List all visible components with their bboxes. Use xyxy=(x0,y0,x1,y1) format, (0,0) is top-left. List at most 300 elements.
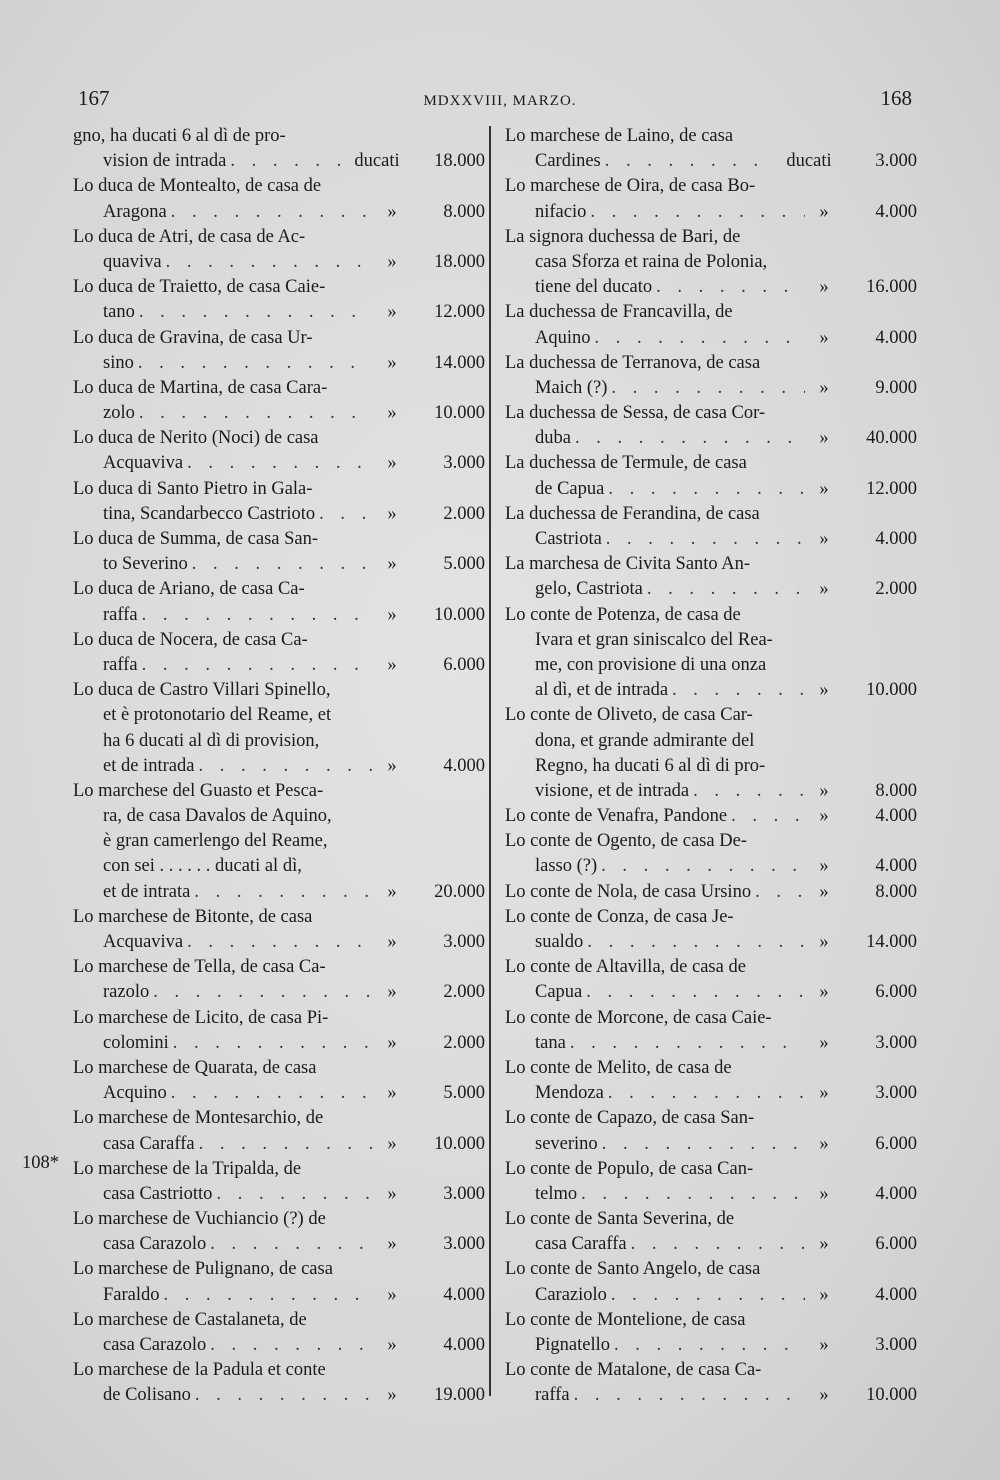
ledger-entry xyxy=(73,376,485,426)
entry-amount-line xyxy=(73,300,485,325)
entry-text-line: è gran camerlengo del Reame, xyxy=(103,831,328,852)
entry-amount-line xyxy=(73,552,485,577)
entry-final-text: gelo, Castriota xyxy=(535,579,643,600)
entry-amount: 4.000 xyxy=(875,201,917,222)
currency-unit: » xyxy=(387,554,397,575)
currency-unit: » xyxy=(387,352,397,373)
entry-text-line: Lo conte de Capazo, de casa San- xyxy=(505,1108,755,1129)
entry-amount: 10.000 xyxy=(434,403,485,424)
ledger-entry xyxy=(505,1308,917,1358)
entry-amount: 3.000 xyxy=(443,1183,485,1204)
entry-amount-line xyxy=(73,1333,485,1358)
ledger-entry xyxy=(505,905,917,955)
entry-amount-line xyxy=(505,804,917,829)
dot-leader xyxy=(570,1031,805,1056)
dot-leader xyxy=(319,502,373,527)
entry-text-line: Lo conte de Santa Severina, de xyxy=(505,1209,735,1230)
entry-amount-line xyxy=(73,250,485,275)
dot-leader xyxy=(210,1232,373,1257)
entry-final-text: to Severino xyxy=(103,554,188,575)
dot-leader xyxy=(608,1081,805,1106)
entry-text-line: La duchessa de Ferandina, de casa xyxy=(505,503,760,524)
dot-leader xyxy=(171,1081,373,1106)
entry-text-line: Lo duca de Nerito (Noci) de casa xyxy=(73,428,319,449)
entry-amount-line xyxy=(505,149,917,174)
dot-leader xyxy=(195,1383,373,1408)
dot-leader xyxy=(611,1283,805,1308)
ledger-entry xyxy=(505,1157,917,1207)
entry-amount-line xyxy=(73,980,485,1005)
entry-text-line: Lo marchese de Laino, de casa xyxy=(505,126,734,146)
ledger-entry xyxy=(73,426,485,476)
entry-text-line: Lo conte de Oliveto, de casa Car- xyxy=(505,705,753,726)
entry-amount: 18.000 xyxy=(434,151,485,172)
dot-leader xyxy=(614,1333,805,1358)
entry-text-line: Lo marchese de Montesarchio, de xyxy=(73,1108,324,1129)
entry-amount-line xyxy=(505,1333,917,1358)
dot-leader xyxy=(605,149,775,174)
currency-unit: » xyxy=(819,377,829,398)
entry-final-text: visione, et de intrada xyxy=(535,780,690,801)
entry-text-line: dona, et grande admirante del xyxy=(535,730,755,751)
entry-final-text: lasso (?) xyxy=(535,856,598,877)
entry-amount: 14.000 xyxy=(434,352,485,373)
entry-amount-line xyxy=(73,1081,485,1106)
entry-amount: 4.000 xyxy=(875,1183,917,1204)
entry-final-text: Aragona xyxy=(103,201,167,222)
entry-text-line: ra, de casa Davalos de Aquino, xyxy=(103,806,332,827)
entry-text-line: Lo duca di Santo Pietro in Gala- xyxy=(73,478,313,499)
entry-text-line: La signora duchessa de Bari, de xyxy=(505,226,741,247)
currency-unit: » xyxy=(387,604,397,625)
entry-amount: 8.000 xyxy=(443,201,485,222)
ledger-entry xyxy=(73,275,485,325)
entry-text-line: Regno, ha ducati 6 al dì di pro- xyxy=(535,755,766,776)
dot-leader xyxy=(608,477,805,502)
margin-note: 108* xyxy=(22,1153,59,1173)
entry-text-line: Lo marchese de Pulignano, de casa xyxy=(73,1259,333,1280)
dot-leader xyxy=(631,1232,805,1257)
entry-amount-line xyxy=(73,603,485,628)
entry-amount: 2.000 xyxy=(443,1032,485,1053)
entry-final-text: vision de intrada xyxy=(103,151,227,172)
entry-amount: 9.000 xyxy=(875,377,917,398)
entry-final-text: Lo conte de Nola, de casa Ursino xyxy=(505,881,752,902)
entry-final-text: et de intrada xyxy=(103,755,195,776)
ledger-entry xyxy=(73,1106,485,1156)
entry-amount-line xyxy=(505,577,917,602)
entry-final-text: tana xyxy=(535,1032,566,1053)
entry-final-text: de Capua xyxy=(535,478,605,499)
dot-leader xyxy=(586,980,805,1005)
entry-text-line: casa Sforza et raina de Polonia, xyxy=(535,251,768,272)
ledger-entry xyxy=(73,326,485,376)
entry-text-line: Lo conte de Altavilla, de casa de xyxy=(505,957,746,978)
entry-amount-line xyxy=(73,149,485,174)
entry-text-line: Lo conte de Melito, de casa de xyxy=(505,1057,732,1078)
dot-leader xyxy=(166,250,373,275)
ledger-entry xyxy=(505,174,917,224)
page-number-left: 167 xyxy=(78,86,110,110)
dot-leader xyxy=(198,754,373,779)
entry-amount: 3.000 xyxy=(875,1083,917,1104)
entry-amount-line xyxy=(73,200,485,225)
ledger-entry xyxy=(73,779,485,905)
entry-amount-line xyxy=(505,779,917,804)
ledger-entry xyxy=(505,955,917,1005)
currency-unit: » xyxy=(819,478,829,499)
entry-final-text: sualdo xyxy=(535,932,584,952)
currency-unit: » xyxy=(387,453,397,474)
dot-leader xyxy=(574,1383,805,1408)
entry-amount-line xyxy=(505,1383,917,1408)
currency-unit: » xyxy=(387,1133,397,1154)
entry-amount: 10.000 xyxy=(866,680,917,701)
ledger-entry xyxy=(73,124,485,174)
entry-amount-line xyxy=(505,200,917,225)
dot-leader xyxy=(139,401,373,426)
entry-amount: 3.000 xyxy=(443,1234,485,1255)
entry-final-text: raffa xyxy=(103,654,138,675)
ledger-entry xyxy=(73,527,485,577)
entry-final-text: casa Carazolo xyxy=(103,1335,207,1355)
entry-amount-line xyxy=(505,854,917,879)
entry-amount-line xyxy=(73,451,485,476)
currency-unit: » xyxy=(819,277,829,298)
entry-amount: 12.000 xyxy=(866,478,917,499)
entry-amount: 4.000 xyxy=(875,856,917,877)
entry-amount: 10.000 xyxy=(434,1133,485,1154)
entry-amount: 4.000 xyxy=(443,755,485,776)
entry-final-text: Capua xyxy=(535,982,583,1003)
entry-final-text: Aquino xyxy=(535,327,591,348)
entry-text-line: La duchessa de Sessa, de casa Cor- xyxy=(505,403,766,424)
entry-text-line: Lo duca de Ariano, de casa Ca- xyxy=(73,579,305,600)
entry-final-text: razolo xyxy=(103,982,150,1003)
entry-amount: 19.000 xyxy=(434,1385,485,1406)
entry-amount-line xyxy=(505,880,917,905)
entry-amount-line xyxy=(505,1283,917,1308)
entry-final-text: severino xyxy=(535,1133,598,1154)
dot-leader xyxy=(587,930,805,955)
entry-text-line: Lo conte de Morcone, de casa Caie- xyxy=(505,1007,772,1028)
entry-text-line: Lo duca de Martina, de casa Cara- xyxy=(73,377,328,398)
entry-amount: 6.000 xyxy=(875,1234,917,1255)
entry-text-line: Lo conte de Montelione, de casa xyxy=(505,1309,746,1330)
column-divider xyxy=(489,126,491,1396)
dot-leader xyxy=(611,376,805,401)
ledger-entry xyxy=(505,829,917,879)
dot-leader xyxy=(693,779,805,804)
entry-amount-line xyxy=(73,1283,485,1308)
entry-amount-line xyxy=(73,351,485,376)
entry-text-line: Lo marchese de Vuchiancio (?) de xyxy=(73,1209,326,1230)
entry-text-line: Lo duca de Castro Villari Spinello, xyxy=(73,680,331,701)
entry-amount-line xyxy=(73,401,485,426)
dot-leader xyxy=(601,854,805,879)
entry-amount-line xyxy=(505,930,917,955)
dot-leader xyxy=(656,275,805,300)
entry-final-text: Castriota xyxy=(535,529,602,549)
entry-final-text: nifacio xyxy=(535,201,587,222)
entry-amount: 4.000 xyxy=(443,1284,485,1305)
ledger-entry xyxy=(505,300,917,350)
currency-unit: » xyxy=(819,1032,829,1053)
entry-amount: 4.000 xyxy=(875,327,917,348)
dot-leader xyxy=(210,1333,373,1358)
currency-unit: » xyxy=(387,503,397,524)
entry-amount: 2.000 xyxy=(875,579,917,600)
entry-text-line: Lo marchese de Bitonte, de casa xyxy=(73,906,313,927)
entry-amount-line xyxy=(505,1031,917,1056)
entry-amount: 8.000 xyxy=(875,881,917,902)
entry-final-text: Maich (?) xyxy=(535,377,608,398)
dot-leader xyxy=(731,804,805,829)
entry-final-text: quaviva xyxy=(103,251,162,272)
entry-final-text: colomini xyxy=(103,1032,169,1053)
currency-unit: » xyxy=(387,1335,397,1355)
ledger-entry xyxy=(73,1308,485,1358)
entry-text-line: Lo duca de Atri, de casa de Ac- xyxy=(73,226,306,247)
entry-amount-line xyxy=(505,980,917,1005)
ledger-entry xyxy=(505,1207,917,1257)
ledger-entry xyxy=(505,502,917,552)
dot-leader xyxy=(194,880,373,905)
entry-amount-line xyxy=(505,1232,917,1257)
entry-final-text: tina, Scandarbecco Castrioto xyxy=(103,503,316,524)
currency-unit: » xyxy=(387,982,397,1003)
entry-text-line: Lo conte de Populo, de casa Can- xyxy=(505,1158,754,1179)
entry-text-line: La duchessa de Terranova, de casa xyxy=(505,352,761,373)
dot-leader xyxy=(595,326,806,351)
currency-unit: » xyxy=(819,1335,829,1355)
dot-leader xyxy=(647,577,805,602)
currency-unit: ducati xyxy=(354,151,400,172)
entry-amount: 10.000 xyxy=(866,1385,917,1406)
entry-amount: 20.000 xyxy=(434,881,485,902)
ledger-entry xyxy=(73,1257,485,1307)
dot-leader xyxy=(142,603,373,628)
ledger-entry xyxy=(505,1106,917,1156)
currency-unit: » xyxy=(819,201,829,222)
entry-text-line: et è protonotario del Reame, et xyxy=(103,705,332,726)
entry-amount: 3.000 xyxy=(443,932,485,952)
ledger-entry xyxy=(73,174,485,224)
entry-text-line: Lo duca de Summa, de casa San- xyxy=(73,529,319,549)
entry-final-text: Caraziolo xyxy=(535,1284,607,1305)
dot-leader xyxy=(192,552,373,577)
currency-unit: » xyxy=(819,1385,829,1406)
currency-unit: » xyxy=(819,1234,829,1255)
entry-text-line: Lo marchese de Tella, de casa Ca- xyxy=(73,957,326,978)
entry-amount: 2.000 xyxy=(443,503,485,524)
entry-final-text: raffa xyxy=(535,1385,570,1406)
entry-amount-line xyxy=(73,653,485,678)
entry-amount: 8.000 xyxy=(875,780,917,801)
dot-leader xyxy=(602,1132,805,1157)
currency-unit: » xyxy=(819,1133,829,1154)
dot-leader xyxy=(575,426,805,451)
currency-unit: » xyxy=(387,932,397,952)
entry-text-line: Lo duca de Nocera, de casa Ca- xyxy=(73,629,308,650)
ledger-entry xyxy=(505,1257,917,1307)
currency-unit: » xyxy=(819,856,829,877)
ledger-entry xyxy=(73,1207,485,1257)
entry-amount: 40.000 xyxy=(866,428,917,449)
dot-leader xyxy=(139,300,373,325)
right-column xyxy=(505,124,917,1409)
currency-unit: » xyxy=(387,1032,397,1053)
currency-unit: » xyxy=(387,251,397,272)
entry-final-text: Acquaviva xyxy=(103,453,184,474)
dot-leader xyxy=(171,200,373,225)
entry-text-line: Lo marchese de la Tripalda, de xyxy=(73,1158,302,1179)
entry-text-line: me, con provisione di una onza xyxy=(535,654,767,675)
ledger-entry xyxy=(505,552,917,602)
ledger-entry xyxy=(73,955,485,1005)
entry-amount-line xyxy=(505,326,917,351)
entry-amount-line xyxy=(505,1081,917,1106)
ledger-entry xyxy=(73,577,485,627)
entry-text-line: Lo duca de Traietto, de casa Caie- xyxy=(73,277,326,298)
entry-final-text: duba xyxy=(535,428,571,449)
entry-amount-line xyxy=(505,426,917,451)
entry-amount-line xyxy=(73,1031,485,1056)
entry-text-line: La marchesa de Civita Santo An- xyxy=(505,554,751,575)
ledger-entry xyxy=(505,225,917,301)
currency-unit: » xyxy=(387,201,397,222)
entry-amount: 5.000 xyxy=(443,1083,485,1104)
entry-amount: 4.000 xyxy=(875,1284,917,1305)
entry-final-text: zolo xyxy=(103,403,135,424)
ledger-entry xyxy=(73,628,485,678)
ledger-entry xyxy=(505,880,917,905)
entry-text-line: Lo marchese de Oira, de casa Bo- xyxy=(505,176,756,197)
entry-amount: 4.000 xyxy=(443,1335,485,1355)
entry-amount: 12.000 xyxy=(434,302,485,323)
currency-unit: » xyxy=(819,1183,829,1204)
entry-text-line: Lo conte de Santo Angelo, de casa xyxy=(505,1259,761,1280)
entry-amount-line xyxy=(505,477,917,502)
entry-final-text: raffa xyxy=(103,604,138,625)
currency-unit: » xyxy=(819,327,829,348)
entry-final-text: tano xyxy=(103,302,135,323)
entry-final-text: Cardines xyxy=(535,151,601,172)
dot-leader xyxy=(672,678,805,703)
ledger-entry xyxy=(73,1358,485,1408)
entry-text-line: Lo conte de Matalone, de casa Ca- xyxy=(505,1360,762,1381)
currency-unit: » xyxy=(387,654,397,675)
entry-final-text: telmo xyxy=(535,1183,578,1204)
entry-text-line: Ivara et gran siniscalco del Rea- xyxy=(535,629,773,650)
entry-final-text: casa Carazolo xyxy=(103,1234,207,1255)
entry-final-text: tiene del ducato xyxy=(535,277,653,298)
entry-amount-line xyxy=(73,1383,485,1408)
currency-unit: » xyxy=(819,428,829,449)
currency-unit: » xyxy=(387,755,397,776)
currency-unit: » xyxy=(819,1083,829,1104)
ledger-entry xyxy=(73,1006,485,1056)
entry-text-line: Lo marchese de Licito, de casa Pi- xyxy=(73,1007,329,1028)
ledger-entry xyxy=(505,1056,917,1106)
entry-amount: 5.000 xyxy=(443,554,485,575)
entry-amount-line xyxy=(73,1132,485,1157)
entry-text-line: con sei . . . . . . ducati al dì, xyxy=(103,856,302,877)
currency-unit: » xyxy=(387,1083,397,1104)
entry-final-text: casa Caraffa xyxy=(535,1234,627,1255)
dot-leader xyxy=(216,1182,373,1207)
entry-final-text: sino xyxy=(103,352,134,373)
dot-leader xyxy=(606,527,805,552)
entry-amount-line xyxy=(505,678,917,703)
entry-text-line: Lo duca de Gravina, de casa Ur- xyxy=(73,327,313,348)
entry-amount: 3.000 xyxy=(875,1032,917,1053)
entry-final-text: Lo conte de Venafra, Pandone xyxy=(505,806,728,827)
entry-amount-line xyxy=(505,1132,917,1157)
entry-amount-line xyxy=(73,880,485,905)
entry-text-line: Lo conte de Ogento, de casa De- xyxy=(505,831,747,852)
dot-leader xyxy=(164,1283,373,1308)
entry-text-line: La duchessa de Termule, de casa xyxy=(505,453,747,474)
entry-amount: 18.000 xyxy=(434,251,485,272)
entry-amount: 14.000 xyxy=(866,932,917,952)
currency-unit: » xyxy=(387,881,397,902)
entry-amount-line xyxy=(505,275,917,300)
currency-unit: » xyxy=(387,1284,397,1305)
ledger-entry xyxy=(73,1157,485,1207)
ledger-entry xyxy=(73,1056,485,1106)
entry-amount-line xyxy=(73,1232,485,1257)
entry-text-line: Lo marchese de la Padula et conte xyxy=(73,1360,326,1381)
entry-amount: 3.000 xyxy=(443,453,485,474)
entry-final-text: Mendoza xyxy=(535,1083,604,1104)
dot-leader xyxy=(755,880,805,905)
ledger-entry xyxy=(73,477,485,527)
dot-leader xyxy=(590,200,805,225)
ledger-entry xyxy=(505,603,917,704)
entry-amount-line xyxy=(73,502,485,527)
entry-text-line: Lo conte de Potenza, de casa de xyxy=(505,604,741,625)
currency-unit: » xyxy=(387,403,397,424)
ledger-entry xyxy=(505,703,917,804)
left-column xyxy=(73,124,485,1409)
currency-unit: » xyxy=(819,780,829,801)
entry-text-line: Lo conte de Conza, de casa Je- xyxy=(505,906,734,927)
entry-final-text: et de intrata xyxy=(103,881,191,902)
entry-final-text: casa Caraffa xyxy=(103,1133,195,1154)
running-title: MDXXVIII, MARZO. xyxy=(423,93,577,109)
currency-unit: » xyxy=(819,881,829,902)
entry-text-line: Lo duca de Montealto, de casa de xyxy=(73,176,322,197)
ledger-entry xyxy=(505,804,917,829)
entry-amount: 4.000 xyxy=(875,529,917,549)
entry-amount-line xyxy=(505,376,917,401)
entry-amount-line xyxy=(73,1182,485,1207)
entry-text-line: Lo marchese de Castalaneta, de xyxy=(73,1309,307,1330)
entry-final-text: Acquino xyxy=(103,1083,167,1104)
dot-leader xyxy=(581,1182,805,1207)
entry-amount-line xyxy=(73,930,485,955)
entry-amount-line xyxy=(73,754,485,779)
entry-final-text: Acquaviva xyxy=(103,932,184,952)
currency-unit: » xyxy=(387,1183,397,1204)
entry-text-line: Lo marchese del Guasto et Pesca- xyxy=(73,780,324,801)
ledger-entry xyxy=(505,1358,917,1408)
entry-amount: 6.000 xyxy=(875,1133,917,1154)
entry-text-line: gno, ha ducati 6 al dì de pro- xyxy=(73,126,286,146)
entry-amount: 4.000 xyxy=(875,806,917,827)
entry-text-line: ha 6 ducati al dì di provision, xyxy=(103,730,320,751)
